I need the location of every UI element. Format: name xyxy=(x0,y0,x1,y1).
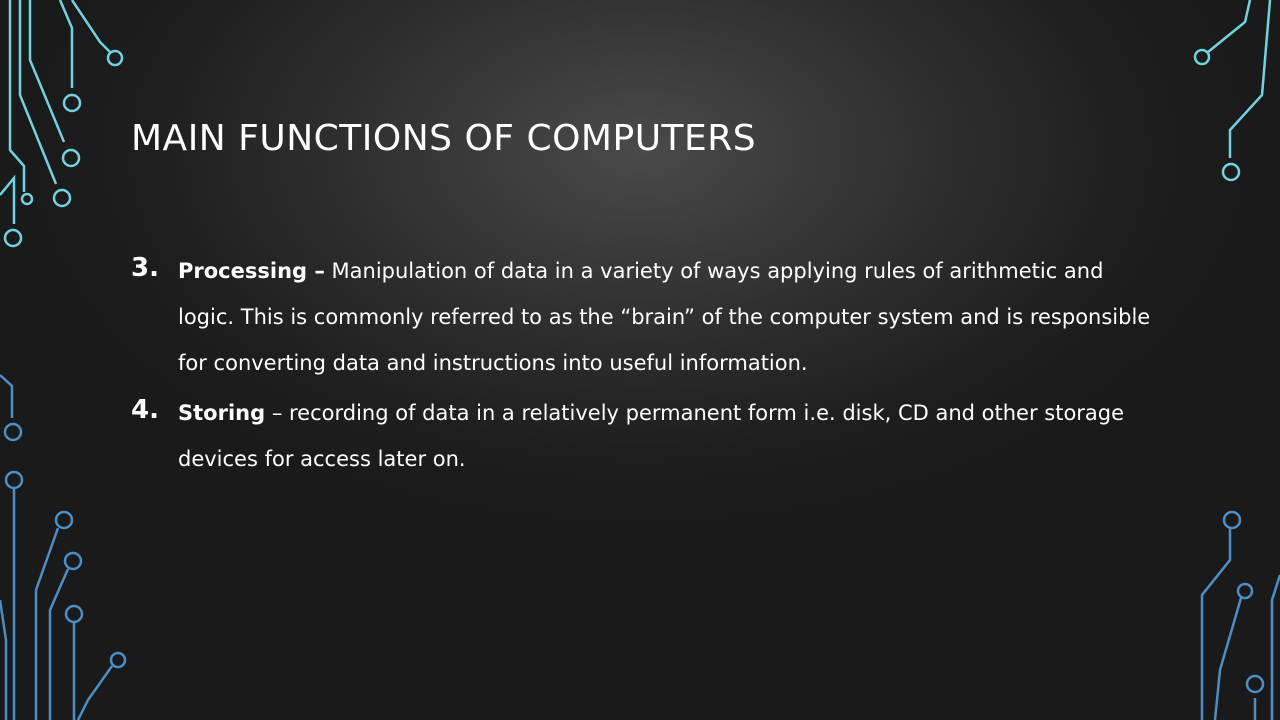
item-number: 3. xyxy=(131,253,159,283)
circuit-bottom-left xyxy=(0,375,125,720)
function-list xyxy=(131,248,1161,486)
slide-title: MAIN FUNCTIONS OF COMPUTERS xyxy=(131,118,757,159)
item-term: Processing – xyxy=(178,259,325,283)
list-item-storing xyxy=(131,390,1161,482)
item-description: Manipulation of data in a variety of ways applying rules of arithmetic and logic. This is commonly referred to as the “brain” of the computer system and is responsible for converting data and instructions into useful information. xyxy=(178,259,1151,375)
circuit-top-left xyxy=(0,0,122,246)
item-description: – recording of data in a relatively permanent form i.e. disk, CD and other storage devices for access later on. xyxy=(178,401,1125,471)
item-term: Storing xyxy=(178,401,266,425)
item-number: 4. xyxy=(131,395,159,425)
circuit-top-right xyxy=(1195,0,1270,180)
list-item-processing xyxy=(131,248,1161,386)
circuit-bottom-right xyxy=(1202,512,1280,720)
